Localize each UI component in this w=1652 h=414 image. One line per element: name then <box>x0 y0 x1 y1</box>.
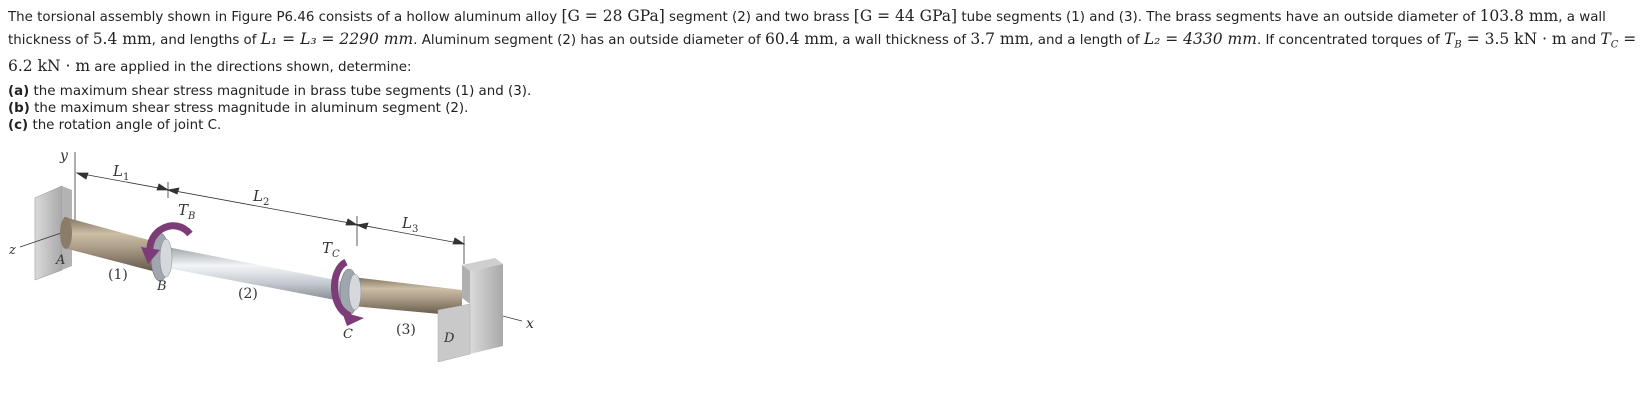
point-d-label: D <box>444 331 455 346</box>
problem-text: tube segments (1) and (3). The brass segments have an outside diameter of <box>957 10 1480 25</box>
torque-c-subscript: C <box>1610 39 1619 51</box>
brass-lengths: L₁ = L₃ = 2290 mm <box>260 29 414 48</box>
figure-p6-46 <box>0 140 560 378</box>
length-l2-label: $L_2$ <box>253 187 270 208</box>
part-text: the maximum shear stress magnitude in brass tube segments (1) and (3). <box>29 84 532 99</box>
part-text: the maximum shear stress magnitude in aluminum segment (2). <box>29 101 469 116</box>
segment-2-label: (2) <box>238 286 258 302</box>
brass-wall-thickness: 5.4 mm <box>92 29 152 48</box>
aluminum-modulus: [G = 28 GPa] <box>561 7 665 25</box>
aluminum-outside-diameter: 60.4 mm <box>764 29 834 48</box>
torsional-assembly-diagram <box>0 140 560 374</box>
torque-b-symbol: T <box>1444 29 1455 48</box>
part-label: (b) <box>8 101 30 116</box>
problem-text: . Aluminum segment (2) has an outside diameter of <box>413 32 765 48</box>
x-axis-label: x <box>526 316 534 332</box>
segment-3-label: (3) <box>396 322 416 338</box>
length-l3-label: $L_3$ <box>402 214 419 235</box>
problem-text: , a wall thickness of <box>8 10 1606 48</box>
torque-c-value: = 6.2 kN · m <box>8 29 1637 75</box>
torque-b-subscript: B <box>1454 39 1462 51</box>
y-axis-label: y <box>60 148 68 164</box>
brass-outside-diameter: 103.8 mm <box>1479 7 1559 25</box>
z-axis-label: z <box>9 243 16 258</box>
length-l1-label: $L_1$ <box>113 162 130 183</box>
brass-modulus: [G = 44 GPa] <box>853 7 958 25</box>
problem-text: and <box>1566 32 1601 48</box>
problem-text: are applied in the directions shown, determine: <box>90 59 412 75</box>
aluminum-length: L₂ = 4330 mm <box>1143 29 1257 48</box>
part-a <box>8 83 531 100</box>
question-parts <box>8 83 531 134</box>
torque-b-value: = 3.5 kN · m <box>1461 29 1567 48</box>
part-text: the rotation angle of joint C. <box>28 118 222 133</box>
part-label: (c) <box>8 118 29 133</box>
part-c <box>8 117 531 134</box>
problem-text: . If concentrated torques of <box>1256 32 1445 48</box>
point-c-label: C <box>343 327 353 342</box>
part-b <box>8 100 531 117</box>
aluminum-wall-thickness: 3.7 mm <box>970 29 1030 48</box>
torque-c-label: $T_C$ <box>322 239 340 260</box>
part-label: (a) <box>8 84 30 99</box>
point-a-label: A <box>56 253 66 268</box>
torque-b-label: $T_B$ <box>178 201 196 222</box>
problem-text: , a wall thickness of <box>833 32 971 48</box>
segment-1-label: (1) <box>108 267 128 283</box>
point-b-label: B <box>157 279 167 294</box>
torque-c-symbol: T <box>1600 29 1611 48</box>
problem-intro: The torsional assembly shown in Figure P6.46 consists of a hollow aluminum alloy <box>8 10 562 25</box>
problem-text: segment (2) and two brass <box>664 10 854 25</box>
right-support-wall <box>438 258 503 362</box>
problem-statement <box>8 6 1644 78</box>
brass-segment-1 <box>60 217 160 273</box>
problem-text: , and lengths of <box>151 32 261 48</box>
problem-text: , and a length of <box>1029 32 1144 48</box>
